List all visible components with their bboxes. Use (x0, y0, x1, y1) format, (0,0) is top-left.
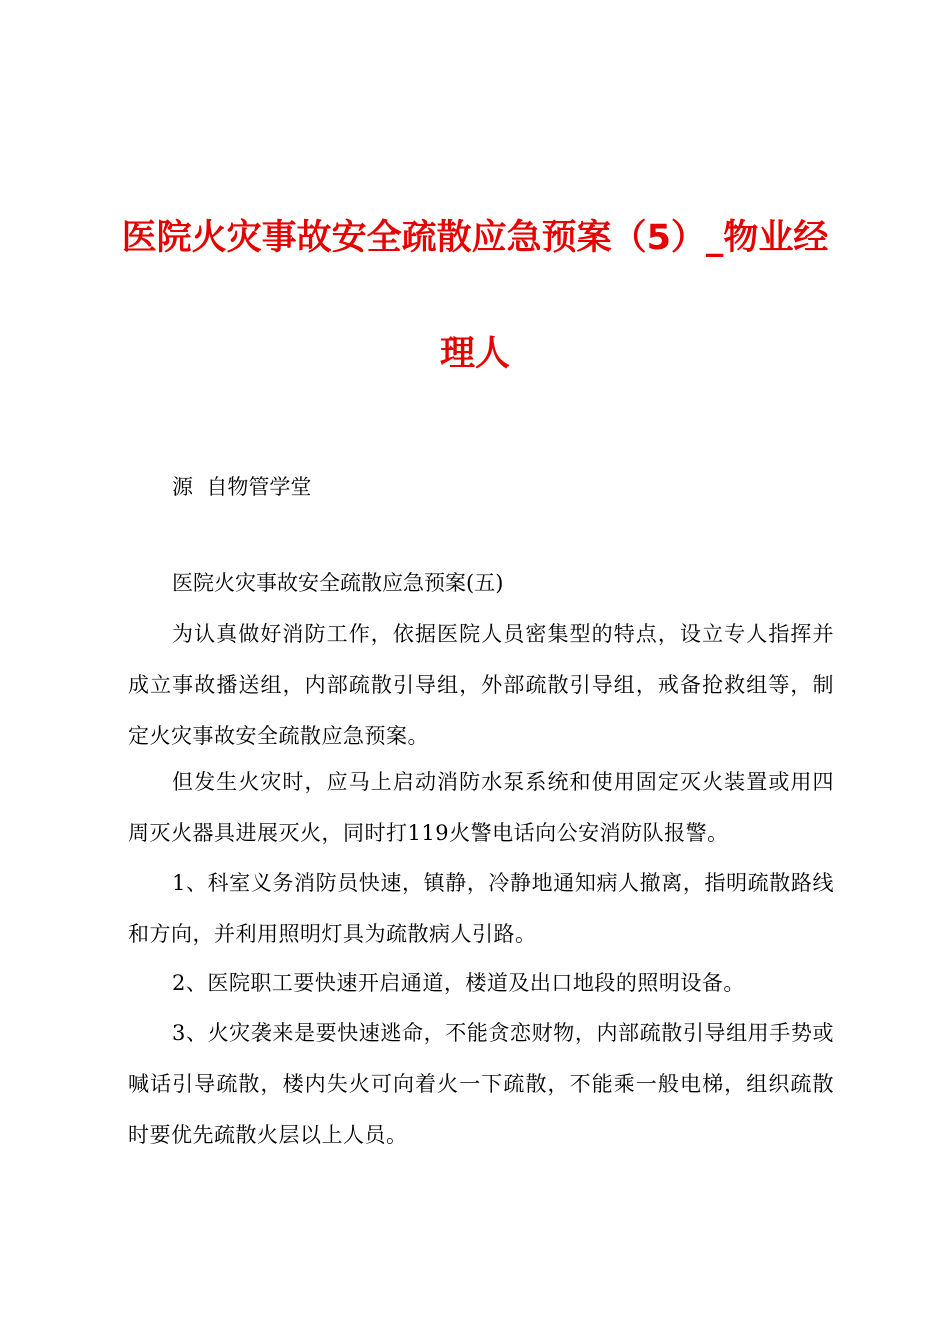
paragraph-intro: 为认真做好消防工作，依据医院人员密集型的特点，设立专人指挥并成立事故播送组，内部疏散引导组，外部疏散引导组，戒备抢救组等，制定火灾事故安全疏散应急预案。 (128, 622, 834, 748)
paragraph-item-2: 2、医院职工要快速开启通道，楼道及出口地段的照明设备。 (172, 971, 745, 995)
section-subtitle: 医院火灾事故安全疏散应急预案(五) (172, 571, 504, 595)
paragraph-item-3: 3、火灾袭来是要快速逃命，不能贪恋财物，内部疏散引导组用手势或喊话引导疏散，楼内失火可向着火一下疏散，不能乘一般电梯，组织疏散时要优先疏散火层以上人员。 (128, 1021, 834, 1147)
document-title-line-2: 理人 (439, 334, 510, 374)
document-title-line-1: 医院火灾事故安全疏散应急预案（5）_物业经 (121, 218, 829, 258)
source-line: 源 自物管学堂 (172, 475, 312, 499)
paragraph-fire-response: 但发生火灾时，应马上启动消防水泵系统和使用固定灭火装置或用四周灭火器具进展灭火，同时打119火警电话向公安消防队报警。 (128, 770, 834, 845)
paragraph-item-1: 1、科室义务消防员快速，镇静，冷静地通知病人撤离，指明疏散路线和方向，并利用照明灯具为疏散病人引路。 (128, 871, 834, 946)
